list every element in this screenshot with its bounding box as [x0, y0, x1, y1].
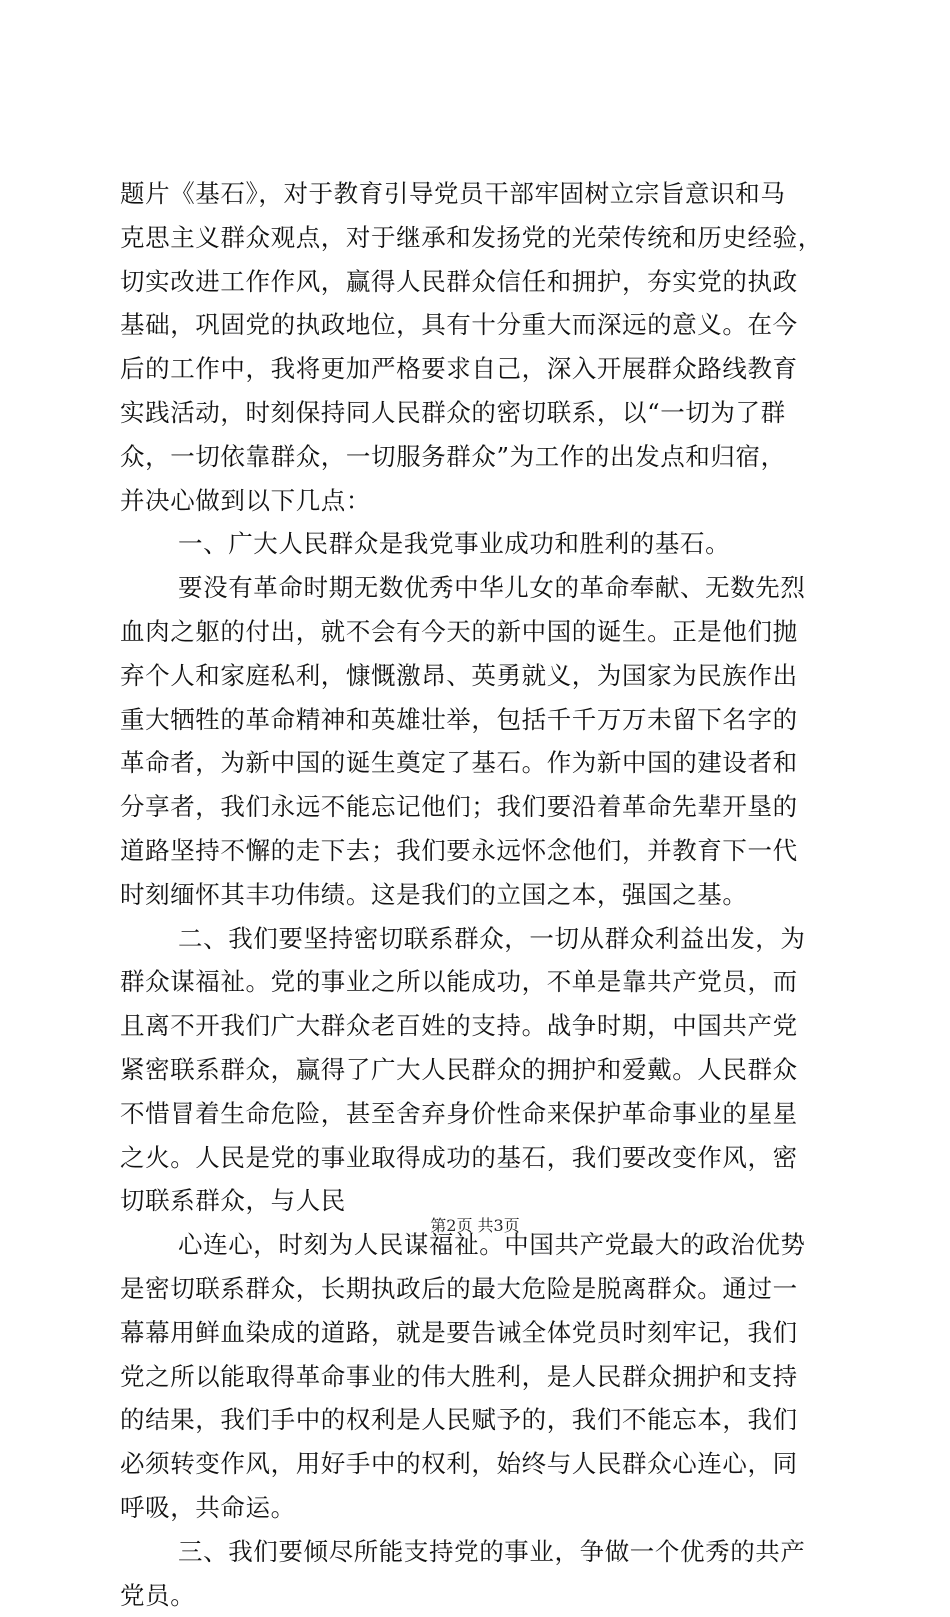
text-line: 群众谋福祉。党的事业之所以能成功，不单是靠共产党员，而	[120, 960, 835, 1004]
text-line: 并决心做到以下几点：	[120, 479, 835, 523]
text-line: 且离不开我们广大群众老百姓的支持。战争时期，中国共产党	[120, 1004, 835, 1048]
text-line: 革命者，为新中国的诞生奠定了基石。作为新中国的建设者和	[120, 741, 835, 785]
text-line: 弃个人和家庭私利，慷慨激昂、英勇就义，为国家为民族作出	[120, 654, 835, 698]
text-line: 时刻缅怀其丰功伟绩。这是我们的立国之本，强国之基。	[120, 873, 835, 917]
text-line: 心连心，时刻为人民谋福祉。中国共产党最大的政治优势	[120, 1223, 835, 1267]
text-line: 切联系群众，与人民	[120, 1179, 835, 1223]
text-line: 幕幕用鲜血染成的道路，就是要告诫全体党员时刻牢记，我们	[120, 1311, 835, 1355]
document-body	[120, 172, 835, 1617]
text-line: 呼吸，共命运。	[120, 1486, 835, 1530]
text-line: 基础，巩固党的执政地位，具有十分重大而深远的意义。在今	[120, 303, 835, 347]
text-line: 是密切联系群众，长期执政后的最大危险是脱离群众。通过一	[120, 1267, 835, 1311]
text-line: 二、我们要坚持密切联系群众，一切从群众利益出发，为	[120, 917, 835, 961]
text-line: 三、我们要倾尽所能支持党的事业，争做一个优秀的共产	[120, 1530, 835, 1574]
text-line: 紧密联系群众，赢得了广大人民群众的拥护和爱戴。人民群众	[120, 1048, 835, 1092]
text-line: 必须转变作风，用好手中的权利，始终与人民群众心连心，同	[120, 1442, 835, 1486]
text-line: 重大牺牲的革命精神和英雄壮举，包括千千万万未留下名字的	[120, 698, 835, 742]
text-line: 血肉之躯的付出，就不会有今天的新中国的诞生。正是他们抛	[120, 610, 835, 654]
text-line: 分享者，我们永远不能忘记他们；我们要沿着革命先辈开垦的	[120, 785, 835, 829]
text-line: 党之所以能取得革命事业的伟大胜利，是人民群众拥护和支持	[120, 1355, 835, 1399]
text-line: 的结果，我们手中的权利是人民赋予的，我们不能忘本，我们	[120, 1398, 835, 1442]
text-line: 实践活动，时刻保持同人民群众的密切联系，以“一切为了群	[120, 391, 835, 435]
text-line: 题片《基石》，对于教育引导党员干部牢固树立宗旨意识和马	[120, 172, 835, 216]
text-line: 一、广大人民群众是我党事业成功和胜利的基石。	[120, 522, 835, 566]
text-line: 党员。	[120, 1574, 835, 1617]
text-line: 不惜冒着生命危险，甚至舍弃身价性命来保护革命事业的星星	[120, 1092, 835, 1136]
text-line: 众，一切依靠群众，一切服务群众”为工作的出发点和归宿，	[120, 435, 835, 479]
page-number-footer: 第2页 共3页	[0, 1216, 950, 1236]
text-line: 切实改进工作作风，赢得人民群众信任和拥护，夯实党的执政	[120, 260, 835, 304]
text-line: 要没有革命时期无数优秀中华儿女的革命奉献、无数先烈	[120, 566, 835, 610]
text-line: 道路坚持不懈的走下去；我们要永远怀念他们，并教育下一代	[120, 829, 835, 873]
text-line: 克思主义群众观点，对于继承和发扬党的光荣传统和历史经验，	[120, 216, 835, 260]
text-line: 之火。人民是党的事业取得成功的基石，我们要改变作风，密	[120, 1136, 835, 1180]
text-line: 后的工作中，我将更加严格要求自己，深入开展群众路线教育	[120, 347, 835, 391]
